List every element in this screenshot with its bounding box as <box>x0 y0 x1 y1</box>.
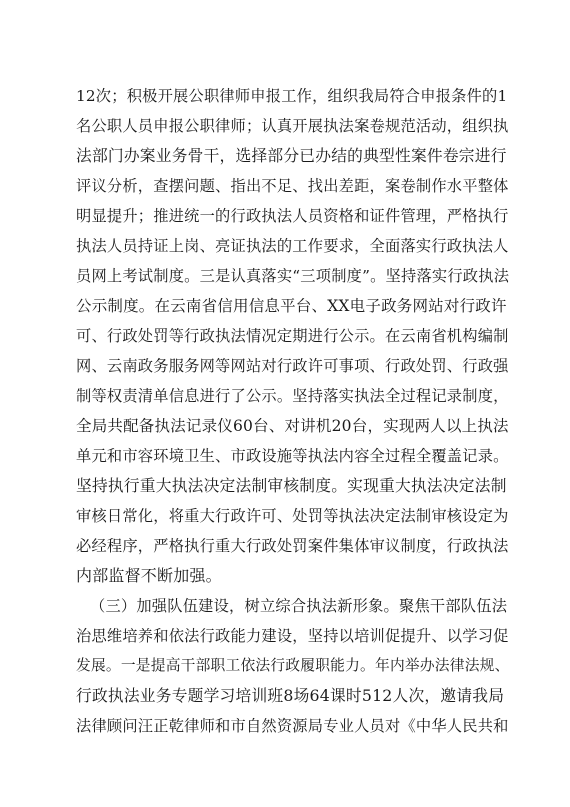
text-line: 明显提升；推进统一的行政执法人员资格和证件管理，严格执行 <box>76 207 509 225</box>
text-line: 坚持执行重大执法决定法制审核制度。实现重大执法决定法制 <box>76 476 507 495</box>
text-line: 治思维培养和依法行政能力建设，坚持以培训促提升、以学习促 <box>76 627 509 645</box>
text-line: 12次；积极开展公职律师申报工作，组织我局符合申报条件的1 <box>76 87 508 105</box>
text-line: 全局共配备执法记录仪60台、对讲机20台，实现两人以上执法 <box>76 417 509 435</box>
text-line: 审核日常化，将重大行政许可、处罚等执法决定法制审核设定为 <box>76 507 509 525</box>
text-line: 单元和市容环境卫生、市政设施等执法内容全过程全覆盖记录。 <box>76 447 509 465</box>
text-line: 员网上考试制度。三是认真落实“三项制度”。坚持落实行政执法 <box>76 267 510 285</box>
text-line: 执法人员持证上岗、亮证执法的工作要求，全面落实行政执法人 <box>76 237 509 255</box>
text-line: 制等权责清单信息进行了公示。坚持落实执法全过程记录制度， <box>76 387 509 405</box>
text-line: 必经程序，严格执行重大行政处罚案件集体审议制度，行政执法 <box>76 537 509 555</box>
text-line: 行政执法业务专题学习培训班8场64课时512人次，邀请我局 <box>76 686 505 705</box>
text-line: 可、行政处罚等行政执法情况定期进行公示。在云南省机构编制 <box>76 327 509 345</box>
text-line: 公示制度。在云南省信用信息平台、XX电子政务网站对行政许 <box>76 297 507 315</box>
text-line: 内部监督不断加强。 <box>76 566 222 585</box>
text-line: 名公职人员申报公职律师；认真开展执法案卷规范活动，组织执 <box>76 117 509 135</box>
text-line: 法律顾问汪正乾律师和市自然资源局专业人员对《中华人民共和 <box>76 717 509 735</box>
text-line: 发展。一是提高干部职工依法行政履职能力。年内举办法律法规、 <box>76 657 510 674</box>
text-line: 法部门办案业务骨干，选择部分已办结的典型性案件卷宗进行 <box>76 146 507 165</box>
section-heading-line: （三）加强队伍建设，树立综合执法新形象。聚焦干部队伍法 <box>90 597 508 615</box>
text-line: 网、云南政务服务网等网站对行政许可事项、行政处罚、行政强 <box>76 357 509 375</box>
text-line: 评议分析，查摆问题、指出不足、找出差距，案卷制作水平整体 <box>76 177 509 195</box>
